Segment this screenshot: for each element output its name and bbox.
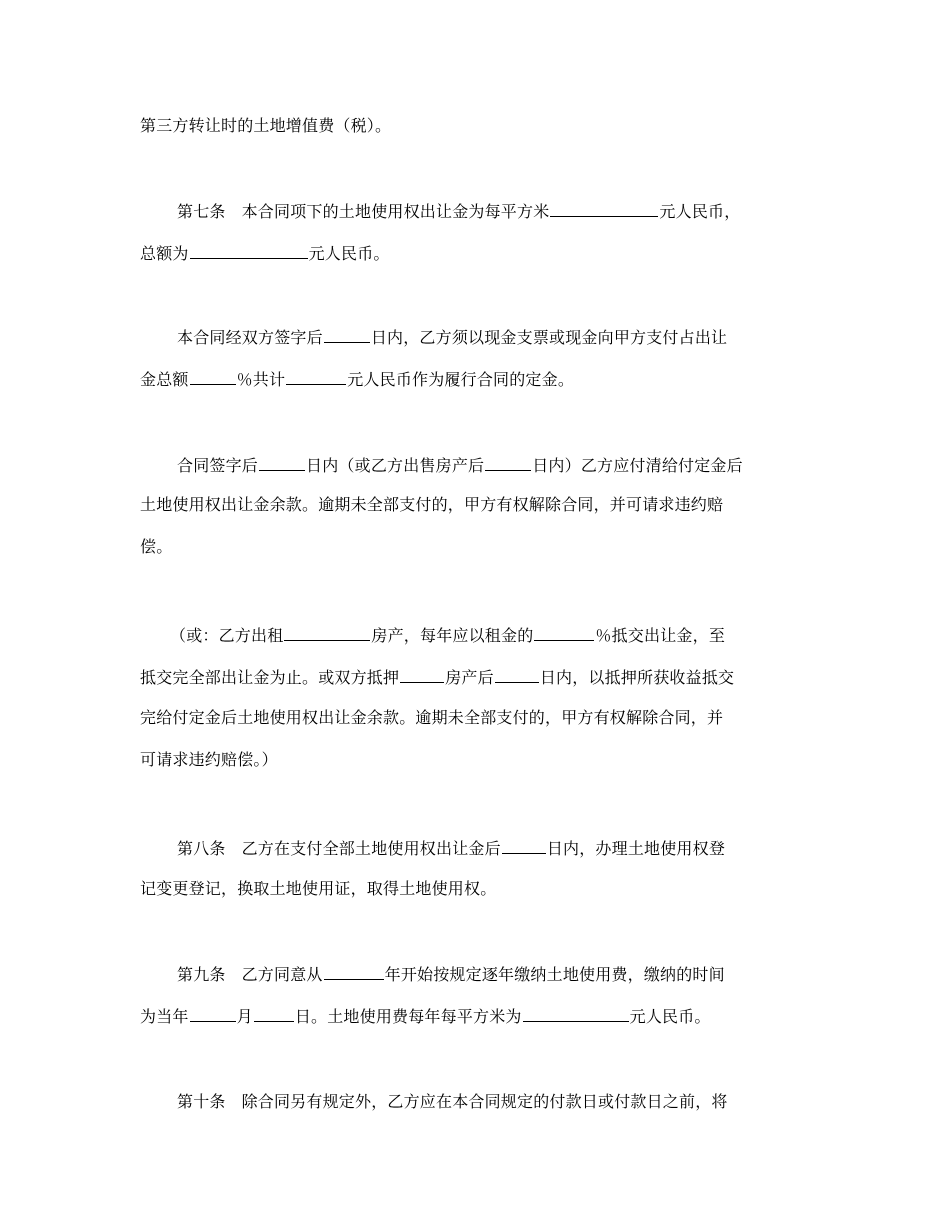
text-run: 乙方同意从 bbox=[241, 965, 323, 984]
text-run: 抵交完全部出让金为止。或双方抵押 bbox=[140, 668, 400, 687]
fill-in-blank[interactable] bbox=[324, 963, 384, 980]
text-run: 元人民币。 bbox=[308, 244, 390, 263]
fill-in-blank[interactable] bbox=[259, 454, 305, 471]
article-number: 第十条 bbox=[177, 1092, 226, 1111]
text-run: 除合同另有规定外，乙方应在本合同规定的付款日或付款日之前，将 bbox=[241, 1092, 728, 1111]
fill-in-blank[interactable] bbox=[534, 624, 594, 641]
text-run: ％抵交出让金，至 bbox=[595, 626, 726, 645]
fill-in-blank[interactable] bbox=[190, 368, 236, 385]
article-10-line bbox=[177, 1092, 728, 1112]
article-8-line bbox=[177, 837, 725, 859]
text-run: 元人民币， bbox=[659, 202, 741, 221]
fill-in-blank[interactable] bbox=[286, 368, 346, 385]
paragraph-line bbox=[140, 242, 390, 264]
text-run: 日。土地使用费每年每平方米为 bbox=[294, 1007, 522, 1026]
text-run: 年开始按规定逐年缴纳土地使用费，缴纳的时间 bbox=[384, 965, 725, 984]
text-run: 乙方在支付全部土地使用权出让金后 bbox=[241, 839, 501, 858]
paragraph-line bbox=[140, 708, 723, 728]
paragraph-line bbox=[140, 879, 496, 899]
text-run: （或：乙方出租 bbox=[170, 626, 284, 645]
fill-in-blank[interactable] bbox=[190, 1005, 236, 1022]
text-run: 合同签字后 bbox=[177, 456, 259, 475]
fill-in-blank[interactable] bbox=[254, 1005, 294, 1022]
text-run: 本合同经双方签字后 bbox=[177, 328, 323, 347]
fill-in-blank[interactable] bbox=[495, 666, 539, 683]
text-run: 月 bbox=[236, 1007, 253, 1026]
paragraph-line bbox=[140, 1005, 711, 1027]
fill-in-blank[interactable] bbox=[523, 1005, 629, 1022]
paragraph-line bbox=[140, 750, 278, 770]
paragraph-line bbox=[140, 537, 172, 557]
text-run: 日内，以抵押所获收益抵交 bbox=[539, 668, 735, 687]
article-9-line bbox=[177, 963, 725, 985]
paragraph-line bbox=[140, 116, 391, 136]
text-run: 日内）乙方应付清给付定金后 bbox=[532, 456, 743, 475]
paragraph-line bbox=[140, 666, 734, 688]
text-run: 总额为 bbox=[140, 244, 189, 263]
text-run: 房产后 bbox=[445, 668, 494, 687]
fill-in-blank[interactable] bbox=[324, 326, 370, 343]
text-run: 元人民币作为履行合同的定金。 bbox=[347, 370, 575, 389]
paragraph-line bbox=[177, 326, 727, 348]
text-run: 偿。 bbox=[140, 537, 173, 556]
text-run: ％共计 bbox=[236, 370, 286, 389]
paragraph-line bbox=[170, 624, 725, 646]
text-run: 金总额 bbox=[140, 370, 189, 389]
text-run: 可请求违约赔偿。） bbox=[140, 750, 278, 769]
paragraph-line bbox=[140, 368, 574, 390]
fill-in-blank[interactable] bbox=[502, 837, 546, 854]
text-run: 日内，办理土地使用权登 bbox=[546, 839, 726, 858]
text-run: 日内，乙方须以现金支票或现金向甲方支付占出让 bbox=[370, 328, 728, 347]
text-run: 为当年 bbox=[140, 1007, 189, 1026]
text-run: 记变更登记，换取土地使用证，取得土地使用权。 bbox=[140, 879, 497, 898]
paragraph-line bbox=[140, 495, 723, 515]
text-run: 日内（或乙方出售房产后 bbox=[306, 456, 485, 475]
text-run: 元人民币。 bbox=[629, 1007, 711, 1026]
text-run: 土地使用权出让金余款。逾期未全部支付的，甲方有权解除合同，并可请求违约赔 bbox=[140, 495, 724, 514]
article-7-line bbox=[177, 200, 740, 222]
text-run: 完给付定金后土地使用权出让金余款。逾期未全部支付的，甲方有权解除合同，并 bbox=[140, 708, 724, 727]
article-number: 第八条 bbox=[177, 839, 226, 858]
paragraph-line bbox=[177, 454, 743, 476]
fill-in-blank[interactable] bbox=[190, 242, 308, 259]
fill-in-blank[interactable] bbox=[550, 200, 658, 217]
article-number: 第七条 bbox=[177, 202, 226, 221]
text-run: 房产，每年应以租金的 bbox=[371, 626, 534, 645]
article-number: 第九条 bbox=[177, 965, 226, 984]
fill-in-blank[interactable] bbox=[284, 624, 370, 641]
text-run: 本合同项下的土地使用权出让金为每平方米 bbox=[241, 202, 550, 221]
fill-in-blank[interactable] bbox=[400, 666, 444, 683]
fill-in-blank[interactable] bbox=[485, 454, 531, 471]
text-run: 第三方转让时的土地增值费（税）。 bbox=[140, 116, 392, 135]
